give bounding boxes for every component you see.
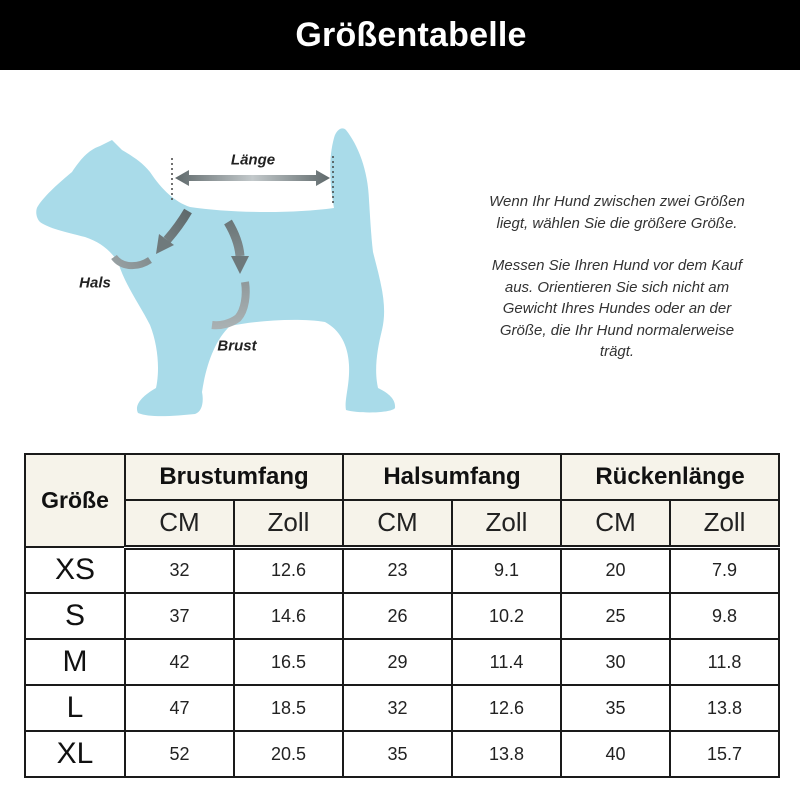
length-label: Länge	[230, 151, 276, 169]
neck-inch-value: 12.6	[452, 685, 561, 731]
note-line: liegt, wählen Sie die größere Größe.	[496, 214, 738, 232]
chest-cm-value: 42	[125, 639, 234, 685]
neck-inch-value: 10.2	[452, 593, 561, 639]
note-paragraph	[467, 255, 767, 363]
neck-inch-value: 9.1	[452, 547, 561, 593]
back-length-group-header: Rückenlänge	[561, 454, 779, 500]
neck-group-header: Halsumfang	[343, 454, 561, 500]
chest-cm-value: 32	[125, 547, 234, 593]
dog-measurement-diagram	[0, 0, 470, 440]
size-row-xl	[25, 731, 779, 777]
size-table	[24, 453, 780, 778]
size-label: S	[25, 593, 125, 639]
chest-cm-value: 37	[125, 593, 234, 639]
back-length-cm-value: 35	[561, 685, 670, 731]
size-label: L	[25, 685, 125, 731]
chest-cm-value: 52	[125, 731, 234, 777]
back-length-cm-value: 20	[561, 547, 670, 593]
size-label: XS	[25, 547, 125, 593]
note-line: Größe, die Ihr Hund normalerweise	[499, 321, 735, 339]
neck-cm-value: 32	[343, 685, 452, 731]
page-title: Größentabelle	[295, 15, 527, 54]
note-paragraph	[467, 191, 767, 234]
back-length-inch-value: 11.8	[670, 639, 779, 685]
size-row-l	[25, 685, 779, 731]
neck-cm-value: 35	[343, 731, 452, 777]
back-length-inch-value: 13.8	[670, 685, 779, 731]
size-column-header: Größe	[25, 454, 125, 547]
note-line: Gewicht Ihres Hundes oder an der	[502, 300, 732, 317]
neck-inch-value: 11.4	[452, 639, 561, 685]
back-length-cm-value: 25	[561, 593, 670, 639]
neck-inch-header: Zoll	[452, 500, 561, 547]
note-line: trägt.	[599, 343, 635, 360]
note-line: aus. Orientieren Sie sich nicht am	[504, 278, 730, 296]
size-row-s	[25, 593, 779, 639]
size-row-m	[25, 639, 779, 685]
note-line: Messen Sie Ihren Hund vor dem Kauf	[491, 257, 743, 274]
neck-cm-value: 23	[343, 547, 452, 593]
chest-inch-header: Zoll	[234, 500, 343, 547]
chest-label: Brust	[217, 337, 257, 355]
back-length-inch-value: 7.9	[670, 547, 779, 593]
neck-label: Hals	[79, 274, 111, 292]
chest-inch-value: 12.6	[234, 547, 343, 593]
dog-silhouette	[36, 128, 395, 416]
size-label: XL	[25, 731, 125, 777]
note-line: Wenn Ihr Hund zwischen zwei Größen	[489, 193, 745, 210]
neck-cm-value: 29	[343, 639, 452, 685]
back-length-inch-value: 15.7	[670, 731, 779, 777]
length-double-arrow	[175, 170, 330, 186]
back-length-cm-value: 40	[561, 731, 670, 777]
back-length-inch-header: Zoll	[670, 500, 779, 547]
table-group-header-row	[25, 454, 779, 500]
back-length-inch-value: 9.8	[670, 593, 779, 639]
chest-inch-value: 14.6	[234, 593, 343, 639]
chest-inch-value: 18.5	[234, 685, 343, 731]
back-length-cm-value: 30	[561, 639, 670, 685]
table-unit-header-row	[25, 500, 779, 547]
chest-cm-header: CM	[125, 500, 234, 547]
neck-cm-value: 26	[343, 593, 452, 639]
size-label: M	[25, 639, 125, 685]
neck-inch-value: 13.8	[452, 731, 561, 777]
sizing-notes	[467, 191, 767, 363]
size-row-xs	[25, 547, 779, 593]
chest-cm-value: 47	[125, 685, 234, 731]
chest-inch-value: 20.5	[234, 731, 343, 777]
neck-cm-header: CM	[343, 500, 452, 547]
back-length-cm-header: CM	[561, 500, 670, 547]
chest-inch-value: 16.5	[234, 639, 343, 685]
chest-group-header: Brustumfang	[125, 454, 343, 500]
